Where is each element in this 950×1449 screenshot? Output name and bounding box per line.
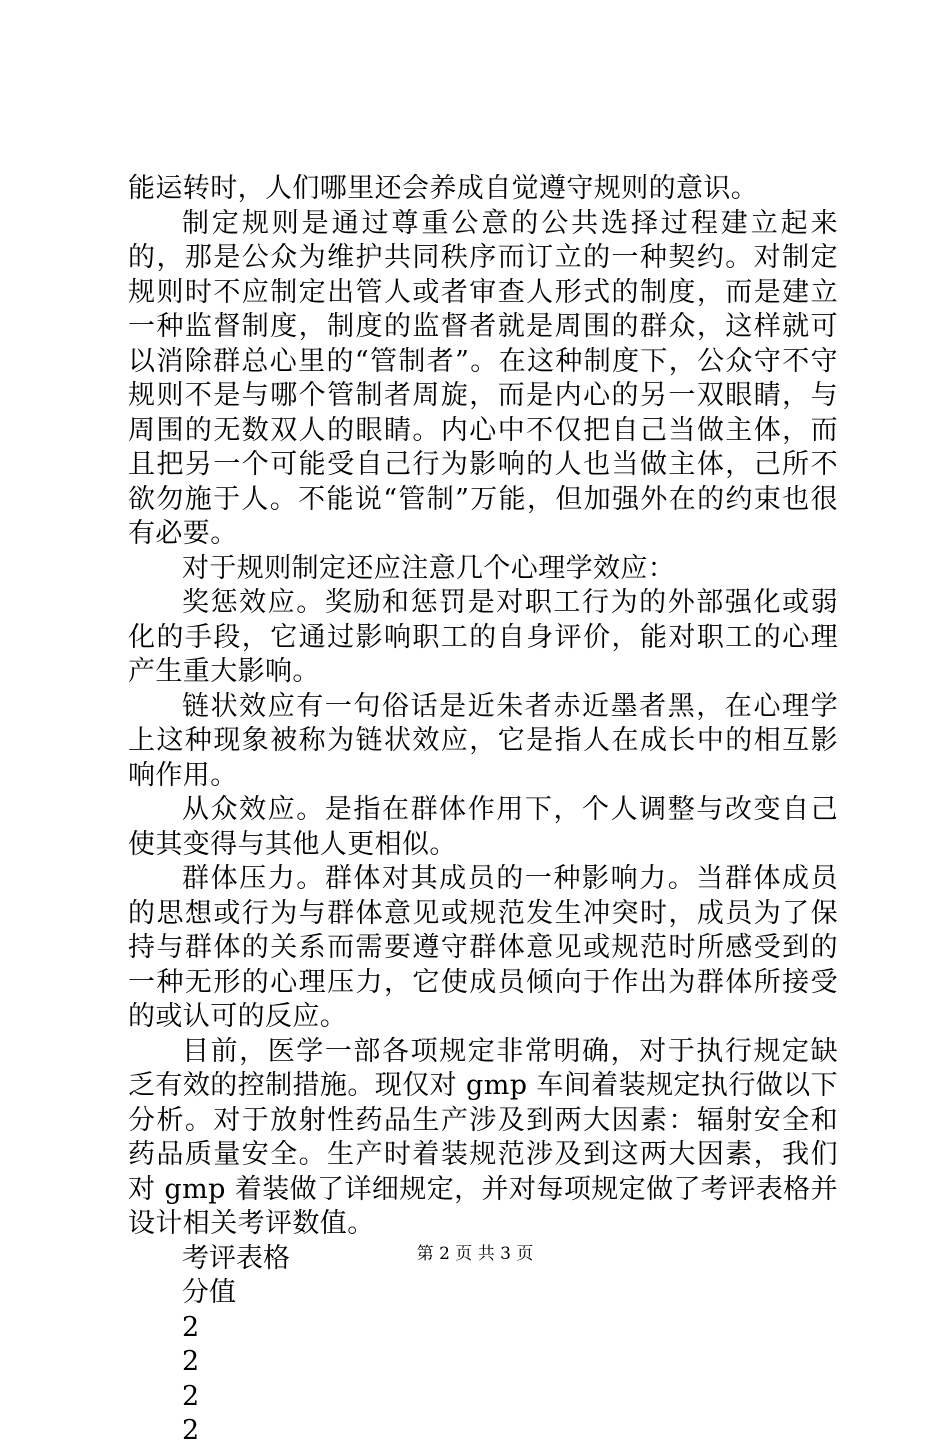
table-score-value: 2 — [182, 1380, 200, 1412]
paragraph-psychology-intro: 对于规则制定还应注意几个心理学效应： — [182, 552, 676, 584]
paragraph-conformity: 从众效应。是指在群体作用下，个人调整与改变自己使其变得与其他人更相似。 — [128, 794, 838, 860]
paragraph-reward-punishment: 奖惩效应。奖励和惩罚是对职工行为的外部强化或弱化的手段，它通过影响职工的自身评价，能对职工的心理产生重大影响。 — [128, 587, 838, 687]
table-score-value: 2 — [182, 1346, 200, 1377]
table-score-value: 2 — [182, 1415, 200, 1446]
paragraph-rule-making: 制定规则是通过尊重公意的公共选择过程建立起来的，那是公众为维护共同秩序而订立的一种契约。对制定规则时不应制定出管人或者审查人形式的制度，而是建立一种监督制度，制度的监督者就是周围的群众，这样就可以消除群总心里的“管制者”。在这种制度下，公众守不守规则不是与哪个管制者周旋，而是内心的另一双眼睛，与周围的无数双人的眼睛。内心中不仅把自己当做主体，而且把另一个可能受自己行为影响的人也当做主体，己所不欲勿施于人。不能说“管制”万能，但加强外在的约束也很有必要。 — [128, 207, 838, 549]
table-score-value: 2 — [182, 1311, 200, 1343]
paragraph-chain-effect: 链状效应有一句俗话是近朱者赤近墨者黑，在心理学上这种现象被称为链状效应，它是指人在成长中的相互影响作用。 — [128, 690, 838, 791]
table-title: 考评表格 — [182, 1242, 290, 1274]
paragraph-group-pressure: 群体压力。群体对其成员的一种影响力。当群体成员的思想或行为与群体意见或规范发生冲突时，成员为了保持与群体的关系而需要遵守群体意见或规范时所感受到的一种无形的心理压力，它使成员倾向于作出为群体所接受的或认可的反应。 — [128, 863, 838, 1032]
table-header-score: 分值 — [182, 1277, 236, 1308]
paragraph-gmp-analysis: 目前，医学一部各项规定非常明确，对于执行规定缺乏有效的控制措施。现仅对 gmp 车间着装规定执行做以下分析。对于放射性药品生产涉及到两大因素：辐射安全和药品质量安全。生产时着装规范涉及到这两大因素，我们对 gmp 着装做了详细规定，并对每项规定做了考评表格并设计相关考评数值。 — [128, 1035, 838, 1239]
paragraph-continuation: 能运转时，人们哪里还会养成自觉遵守规则的意识。 — [128, 173, 759, 204]
page-footer: 第 2 页 共 3 页 — [416, 1244, 534, 1264]
